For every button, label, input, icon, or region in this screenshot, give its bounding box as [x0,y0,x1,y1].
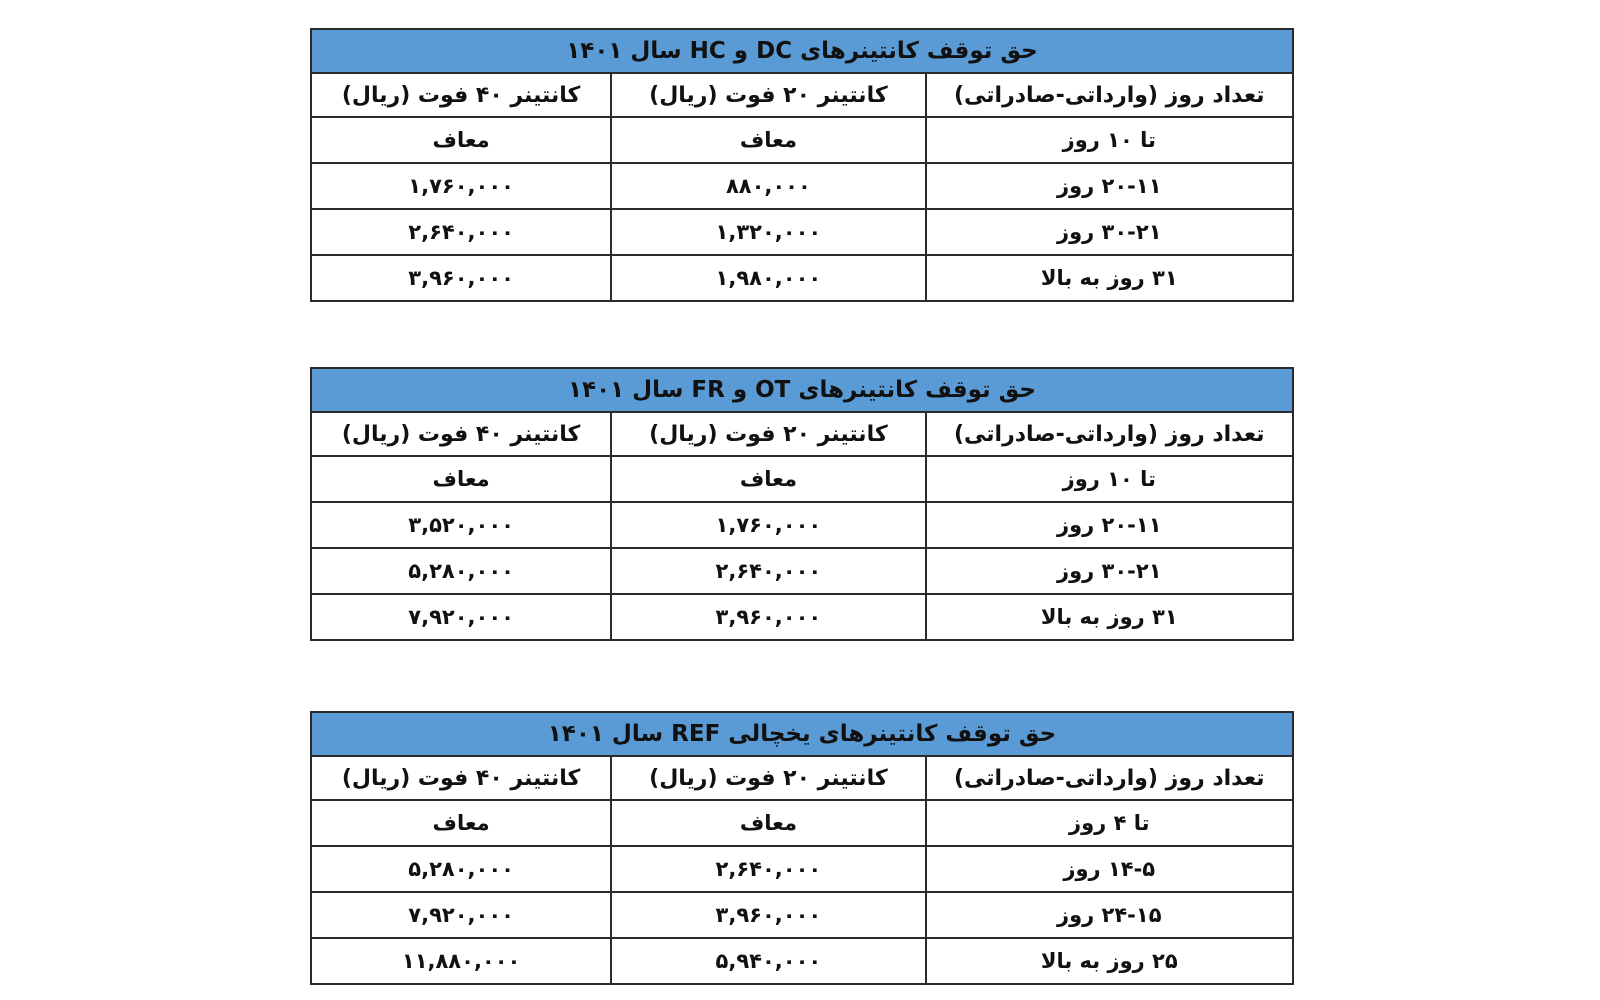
cell-40ft: معاف [311,117,611,163]
table-row [311,255,1293,301]
cell-20ft: ۱,۳۲۰,۰۰۰ [611,209,925,255]
table-row [311,163,1293,209]
cell-40ft: معاف [311,456,611,502]
table-header-row [311,412,1293,456]
cell-40ft: ۷,۹۲۰,۰۰۰ [311,892,611,938]
header-days: تعداد روز (وارداتی-صادراتی) [926,412,1293,456]
cell-days: تا ۴ روز [926,800,1293,846]
cell-20ft: ۲,۶۴۰,۰۰۰ [611,548,925,594]
cell-20ft: ۵,۹۴۰,۰۰۰ [611,938,925,984]
cell-40ft: ۵,۲۸۰,۰۰۰ [311,548,611,594]
cell-40ft: ۳,۵۲۰,۰۰۰ [311,502,611,548]
table-header-row [311,756,1293,800]
cell-days: ۳۱ روز به بالا [926,594,1293,640]
table-title-row [311,29,1293,73]
table-header-row [311,73,1293,117]
header-20ft: کانتینر ۲۰ فوت (ریال) [611,412,925,456]
cell-days: ۲۵ روز به بالا [926,938,1293,984]
cell-days: ۲۰-۱۱ روز [926,502,1293,548]
cell-40ft: ۱,۷۶۰,۰۰۰ [311,163,611,209]
header-days: تعداد روز (وارداتی-صادراتی) [926,73,1293,117]
header-40ft: کانتینر ۴۰ فوت (ریال) [311,412,611,456]
header-20ft: کانتینر ۲۰ فوت (ریال) [611,73,925,117]
fee-table-dc-hc [310,28,1294,302]
table-row [311,548,1293,594]
header-20ft: کانتینر ۲۰ فوت (ریال) [611,756,925,800]
cell-days: ۳۰-۲۱ روز [926,548,1293,594]
cell-20ft: ۲,۶۴۰,۰۰۰ [611,846,925,892]
table-title: حق توقف کانتینرهای یخچالی REF سال ۱۴۰۱ [311,712,1293,756]
cell-days: ۲۴-۱۵ روز [926,892,1293,938]
cell-days: تا ۱۰ روز [926,117,1293,163]
table-row [311,502,1293,548]
header-40ft: کانتینر ۴۰ فوت (ریال) [311,756,611,800]
cell-20ft: ۱,۷۶۰,۰۰۰ [611,502,925,548]
table-row [311,800,1293,846]
cell-20ft: ۳,۹۶۰,۰۰۰ [611,892,925,938]
cell-20ft: ۳,۹۶۰,۰۰۰ [611,594,925,640]
cell-20ft: ۱,۹۸۰,۰۰۰ [611,255,925,301]
header-40ft: کانتینر ۴۰ فوت (ریال) [311,73,611,117]
fee-table-ref [310,711,1294,985]
table-title: حق توقف کانتینرهای DC و HC سال ۱۴۰۱ [311,29,1293,73]
cell-20ft: ۸۸۰,۰۰۰ [611,163,925,209]
cell-days: ۳۰-۲۱ روز [926,209,1293,255]
cell-40ft: ۵,۲۸۰,۰۰۰ [311,846,611,892]
cell-40ft: ۲,۶۴۰,۰۰۰ [311,209,611,255]
cell-40ft: معاف [311,800,611,846]
cell-days: ۱۴-۵ روز [926,846,1293,892]
table-row [311,938,1293,984]
cell-20ft: معاف [611,800,925,846]
cell-days: ۳۱ روز به بالا [926,255,1293,301]
cell-40ft: ۱۱,۸۸۰,۰۰۰ [311,938,611,984]
header-days: تعداد روز (وارداتی-صادراتی) [926,756,1293,800]
table-row [311,594,1293,640]
table-row [311,117,1293,163]
cell-days: ۲۰-۱۱ روز [926,163,1293,209]
table-title-row [311,368,1293,412]
table-row [311,456,1293,502]
cell-days: تا ۱۰ روز [926,456,1293,502]
table-row [311,892,1293,938]
cell-40ft: ۳,۹۶۰,۰۰۰ [311,255,611,301]
table-title: حق توقف کانتینرهای OT و FR سال ۱۴۰۱ [311,368,1293,412]
cell-20ft: معاف [611,456,925,502]
table-row [311,209,1293,255]
cell-40ft: ۷,۹۲۰,۰۰۰ [311,594,611,640]
fee-table-ot-fr [310,367,1294,641]
table-row [311,846,1293,892]
table-title-row [311,712,1293,756]
cell-20ft: معاف [611,117,925,163]
